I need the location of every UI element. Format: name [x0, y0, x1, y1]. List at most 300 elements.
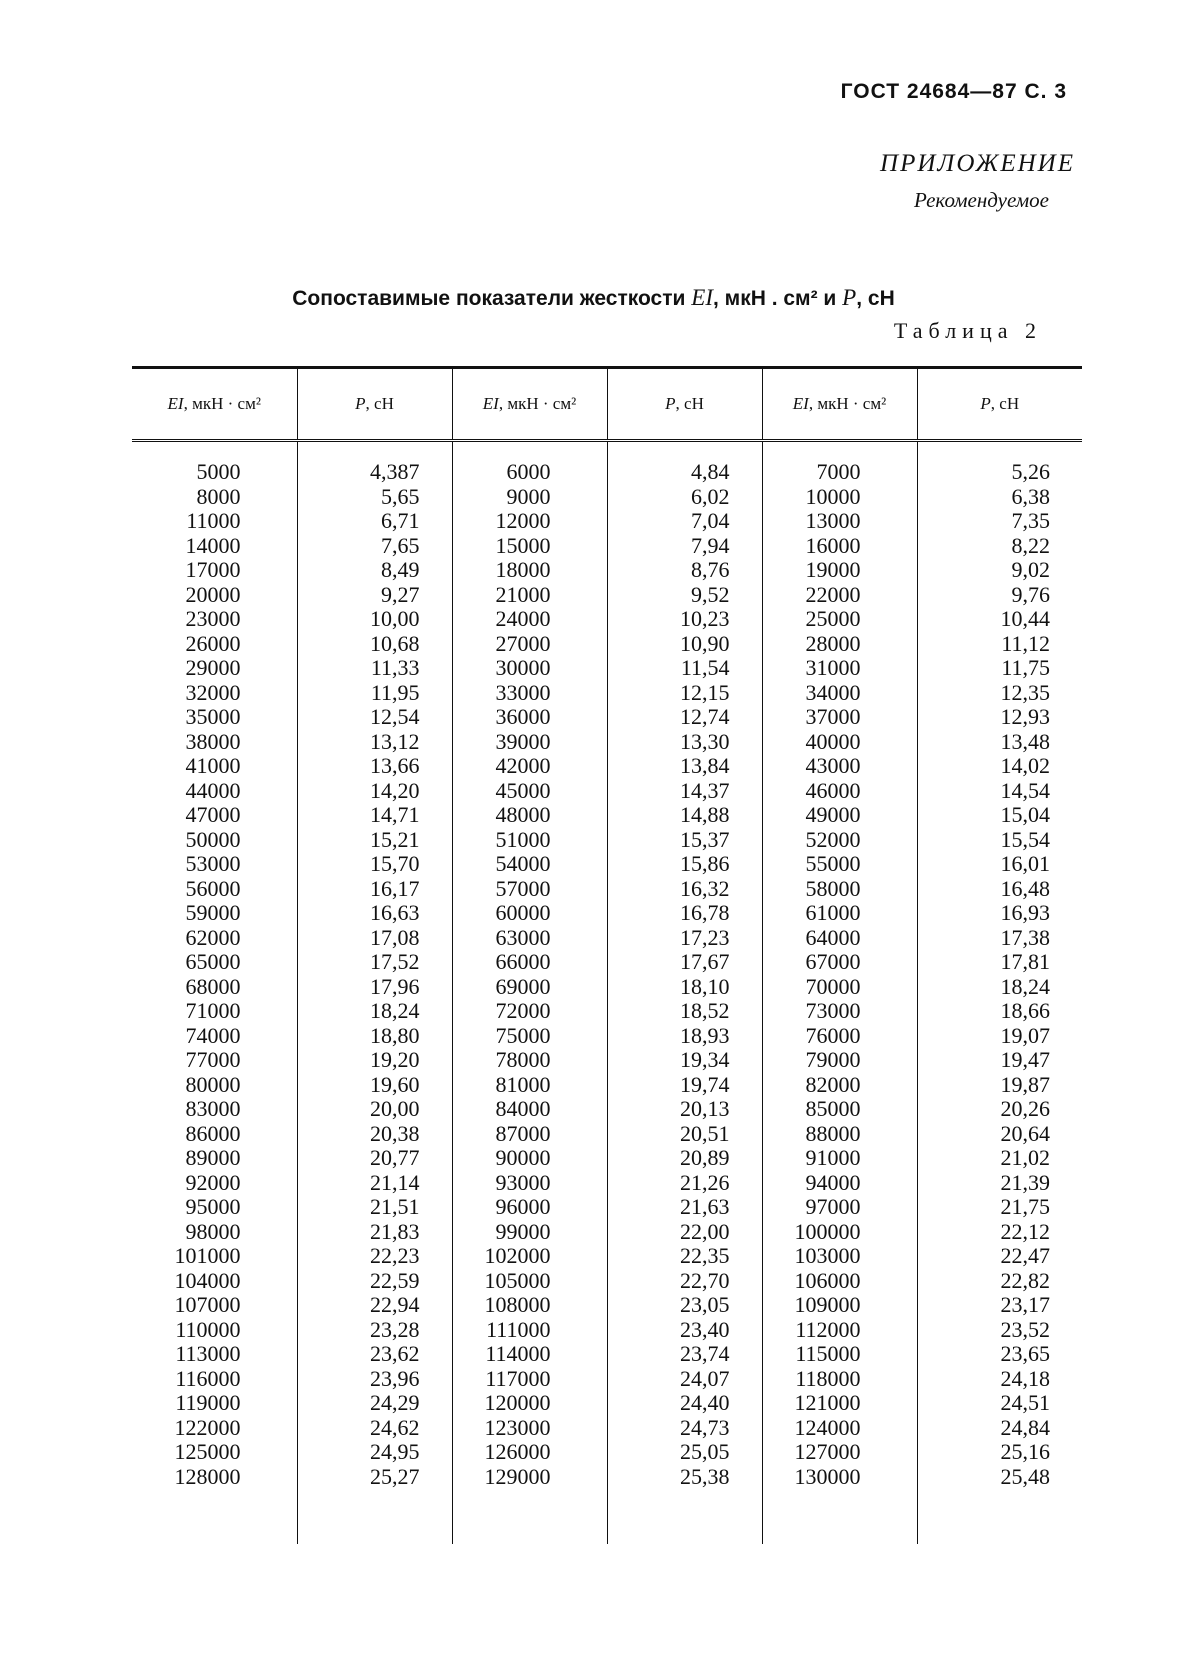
table-cell: 25,48 [917, 1465, 1082, 1490]
table-cell: 57000 [452, 877, 607, 902]
table-cell: 9,27 [297, 583, 452, 608]
table-cell: 15,37 [607, 828, 762, 853]
table-cell: 125000 [174, 1439, 241, 1464]
table-cell: 112000 [762, 1318, 917, 1343]
table-cell: 38000 [185, 728, 241, 754]
table-cell: 61000 [762, 901, 917, 926]
table-cell: 25000 [762, 607, 917, 632]
table-cell: 24,51 [917, 1391, 1082, 1416]
table-cell: 113000 [175, 1341, 241, 1366]
table-cell: 16,48 [917, 877, 1082, 902]
table-cell: 115000 [762, 1342, 917, 1367]
table-cell: 6,02 [607, 485, 762, 510]
table-cell: 20,89 [607, 1146, 762, 1171]
table-cell: 28000 [762, 632, 917, 657]
table-cell: 18,93 [607, 1024, 762, 1049]
table-row [132, 1342, 1082, 1367]
table-cell: 11000 [186, 508, 241, 533]
table-cell: 24,62 [297, 1416, 452, 1441]
table-cell: 24,73 [607, 1416, 762, 1441]
table-cell: 16,17 [297, 877, 452, 902]
table-cell: 11,54 [607, 656, 762, 681]
table-cell: 59000 [185, 900, 241, 925]
empty-cell [917, 1489, 1082, 1544]
table-row [132, 681, 1082, 706]
table-cell: 71000 [185, 998, 241, 1023]
table-cell: 23,96 [297, 1367, 452, 1392]
table-cell: 16,32 [607, 877, 762, 902]
appendix-subtitle: Рекомендуемое [914, 188, 1049, 212]
table-row [132, 1048, 1082, 1073]
table-cell: 20,38 [297, 1122, 452, 1147]
table-row [132, 656, 1082, 681]
table-cell: 19,47 [917, 1048, 1082, 1073]
table-cell: 108000 [452, 1293, 607, 1318]
table-cell: 11,75 [917, 656, 1082, 681]
table-cell: 37000 [762, 705, 917, 730]
table-cell: 19,07 [917, 1024, 1082, 1049]
table-cell: 99000 [452, 1220, 607, 1245]
table-cell: 19,74 [607, 1073, 762, 1098]
caption-suffix: , сН [856, 287, 895, 310]
table-cell: 24,18 [917, 1367, 1082, 1392]
table-cell: 21,02 [917, 1146, 1082, 1171]
table-cell: 123000 [452, 1416, 607, 1441]
caption-symbol-ei: EI [691, 285, 713, 310]
table-cell: 110000 [175, 1316, 241, 1342]
table-cell: 27000 [452, 632, 607, 657]
table-cell: 15,70 [297, 852, 452, 877]
table-cell: 19,87 [917, 1073, 1082, 1098]
table-cell: 6000 [452, 441, 607, 485]
table-cell: 4,387 [297, 441, 452, 485]
table-cell: 22,35 [607, 1244, 762, 1269]
table-row [132, 754, 1082, 779]
column-header-ei-1: EI, мкН · см² [132, 368, 297, 441]
table-cell: 54000 [452, 852, 607, 877]
table-cell: 21,75 [917, 1195, 1082, 1220]
table-cell: 111000 [452, 1318, 607, 1343]
table-cell: 20,26 [917, 1097, 1082, 1122]
table-cell: 76000 [762, 1024, 917, 1049]
table-cell: 17,67 [607, 950, 762, 975]
table-cell: 24,29 [297, 1391, 452, 1416]
table-cell: 24000 [452, 607, 607, 632]
empty-cell [297, 1489, 452, 1544]
table-cell: 21,83 [297, 1220, 452, 1245]
table-cell: 14,02 [917, 754, 1082, 779]
table-cell: 19,34 [607, 1048, 762, 1073]
table-cell: 93000 [452, 1171, 607, 1196]
table-cell: 114000 [452, 1342, 607, 1367]
table-cell: 17,96 [297, 975, 452, 1000]
table-cell: 19000 [762, 558, 917, 583]
table-cell: 11,33 [297, 656, 452, 681]
table-cell: 7,04 [607, 509, 762, 534]
table-cell: 52000 [762, 828, 917, 853]
table-cell: 12,15 [607, 681, 762, 706]
stiffness-table [132, 366, 1082, 1544]
table-cell: 87000 [452, 1122, 607, 1147]
table-cell: 9,52 [607, 583, 762, 608]
table-cell: 107000 [174, 1292, 241, 1317]
table-cell: 72000 [452, 999, 607, 1024]
table-cell: 36000 [452, 705, 607, 730]
table-cell: 21,39 [917, 1171, 1082, 1196]
table-cell: 15,04 [917, 803, 1082, 828]
table-cell: 92000 [185, 1169, 241, 1195]
table-cell: 12,54 [297, 705, 452, 730]
table-cell: 20,13 [607, 1097, 762, 1122]
table-cell: 106000 [762, 1269, 917, 1294]
table-cell: 13000 [762, 509, 917, 534]
document-reference: ГОСТ 24684—87 С. 3 [840, 80, 1067, 103]
table-cell: 21,63 [607, 1195, 762, 1220]
table-cell: 69000 [452, 975, 607, 1000]
table-cell: 56000 [185, 875, 241, 901]
table-cell: 20,77 [297, 1146, 452, 1171]
table-cell: 128000 [174, 1463, 241, 1489]
table-row [132, 999, 1082, 1024]
table-row [132, 1318, 1082, 1343]
caption-mid: , мкН . см² и [712, 287, 843, 310]
table-cell: 23,05 [607, 1293, 762, 1318]
table-cell: 53000 [185, 851, 241, 876]
table-cell: 20000 [185, 581, 241, 607]
table-cell: 8000 [196, 483, 241, 509]
table-cell: 16,63 [297, 901, 452, 926]
table-cell: 17000 [185, 557, 241, 582]
table-cell: 66000 [452, 950, 607, 975]
table-row [132, 926, 1082, 951]
table-cell: 49000 [762, 803, 917, 828]
table-cell: 14,20 [297, 779, 452, 804]
table-cell: 22,47 [917, 1244, 1082, 1269]
column-header-p-3: P, сН [917, 368, 1082, 441]
table-cell: 20,00 [297, 1097, 452, 1122]
table-cell: 90000 [452, 1146, 607, 1171]
table-cell: 35000 [185, 704, 241, 729]
table-cell: 100000 [762, 1220, 917, 1245]
table-cell: 8,49 [297, 558, 452, 583]
table-cell: 14,71 [297, 803, 452, 828]
table-row [132, 1146, 1082, 1171]
table-cell: 5000 [196, 459, 241, 484]
table-row [132, 901, 1082, 926]
table-cell: 22000 [762, 583, 917, 608]
table-cell: 122000 [174, 1414, 241, 1440]
table-cell: 70000 [762, 975, 917, 1000]
table-cell: 22,12 [917, 1220, 1082, 1245]
table-cell: 15,21 [297, 828, 452, 853]
table-cell: 75000 [452, 1024, 607, 1049]
table-cell: 9,02 [917, 558, 1082, 583]
table-cell: 63000 [452, 926, 607, 951]
caption-prefix: Сопоставимые показатели жесткости [292, 287, 692, 310]
table-row [132, 1244, 1082, 1269]
table-cell: 78000 [452, 1048, 607, 1073]
table-cell: 7,94 [607, 534, 762, 559]
table-cell: 129000 [452, 1465, 607, 1490]
table-cell: 74000 [185, 1022, 241, 1048]
table-cell: 127000 [762, 1440, 917, 1465]
table-cell: 117000 [452, 1367, 607, 1392]
table-cell: 5,65 [297, 485, 452, 510]
table-cell: 9,76 [917, 583, 1082, 608]
table-cell: 31000 [762, 656, 917, 681]
table-cell: 13,30 [607, 730, 762, 755]
table-cell: 23,40 [607, 1318, 762, 1343]
table-caption [0, 285, 1187, 311]
table-row [132, 779, 1082, 804]
table-row [132, 852, 1082, 877]
table-cell: 10,68 [297, 632, 452, 657]
table-row [132, 558, 1082, 583]
table-cell: 22,00 [607, 1220, 762, 1245]
table-cell: 12000 [452, 509, 607, 534]
table-cell: 48000 [452, 803, 607, 828]
table-cell: 119000 [175, 1390, 241, 1415]
table-cell: 64000 [762, 926, 917, 951]
table-cell: 109000 [762, 1293, 917, 1318]
table-cell: 67000 [762, 950, 917, 975]
table-cell: 32000 [185, 679, 241, 705]
table-row [132, 1073, 1082, 1098]
table-cell: 124000 [762, 1416, 917, 1441]
table-row [132, 1171, 1082, 1196]
table-row [132, 1195, 1082, 1220]
table-cell: 21000 [452, 583, 607, 608]
table-cell: 22,94 [297, 1293, 452, 1318]
table-row [132, 534, 1082, 559]
table-cell: 13,48 [917, 730, 1082, 755]
table-cell: 62000 [185, 924, 241, 950]
table-row [132, 975, 1082, 1000]
table-cell: 43000 [762, 754, 917, 779]
table-body [132, 441, 1082, 1545]
table-cell: 17,52 [297, 950, 452, 975]
table-cell: 15000 [452, 534, 607, 559]
table-row [132, 485, 1082, 510]
table-cell: 104000 [174, 1267, 241, 1293]
table-row [132, 509, 1082, 534]
table-cell: 33000 [452, 681, 607, 706]
table-cell: 80000 [185, 1071, 241, 1097]
table-row [132, 1391, 1082, 1416]
table-cell: 16000 [762, 534, 917, 559]
table-cell: 102000 [452, 1244, 607, 1269]
table-cell: 25,27 [297, 1465, 452, 1490]
table-cell: 13,66 [297, 754, 452, 779]
table-cell: 24,84 [917, 1416, 1082, 1441]
table-cell: 22,82 [917, 1269, 1082, 1294]
table-cell: 6,71 [297, 509, 452, 534]
table-cell: 10,44 [917, 607, 1082, 632]
table-row [132, 730, 1082, 755]
table-cell: 10,90 [607, 632, 762, 657]
table-cell: 44000 [185, 777, 241, 803]
table-row [132, 1269, 1082, 1294]
table-cell: 21,26 [607, 1171, 762, 1196]
table-cell: 13,12 [297, 730, 452, 755]
table-row [132, 583, 1082, 608]
caption-symbol-p: P [842, 285, 857, 310]
table-cell: 60000 [452, 901, 607, 926]
table-row [132, 950, 1082, 975]
table-row [132, 632, 1082, 657]
table-cell: 121000 [762, 1391, 917, 1416]
table-row [132, 705, 1082, 730]
table-cell: 34000 [762, 681, 917, 706]
table-cell: 23,74 [607, 1342, 762, 1367]
table-cell: 15,54 [917, 828, 1082, 853]
table-cell: 23,62 [297, 1342, 452, 1367]
table-cell: 18,10 [607, 975, 762, 1000]
table-cell: 25,38 [607, 1465, 762, 1490]
table-cell: 7,35 [917, 509, 1082, 534]
table-row [132, 1220, 1082, 1245]
table-cell: 81000 [452, 1073, 607, 1098]
column-header-ei-3: EI, мкН · см² [762, 368, 917, 441]
column-header-p-1: P, сН [297, 368, 452, 441]
table-cell: 89000 [185, 1145, 241, 1170]
table-cell: 103000 [762, 1244, 917, 1269]
table-cell: 47000 [185, 802, 241, 827]
empty-cell [762, 1489, 917, 1544]
table-cell: 14,37 [607, 779, 762, 804]
table-cell: 10000 [762, 485, 917, 510]
table-cell: 17,23 [607, 926, 762, 951]
table-cell: 94000 [762, 1171, 917, 1196]
table-cell: 65000 [185, 949, 241, 974]
table-cell: 21,14 [297, 1171, 452, 1196]
table-cell: 116000 [175, 1365, 241, 1391]
table-cell: 18,24 [297, 999, 452, 1024]
table-row [132, 1293, 1082, 1318]
table-cell: 17,08 [297, 926, 452, 951]
table-cell: 39000 [452, 730, 607, 755]
table-cell: 12,93 [917, 705, 1082, 730]
table-row [132, 1440, 1082, 1465]
table-cell: 18,52 [607, 999, 762, 1024]
table-cell: 14000 [185, 532, 241, 558]
table-cell: 17,38 [917, 926, 1082, 951]
table-cell: 6,38 [917, 485, 1082, 510]
table-cell: 24,07 [607, 1367, 762, 1392]
table-cell: 17,81 [917, 950, 1082, 975]
table-row [132, 607, 1082, 632]
table-cell: 23,52 [917, 1318, 1082, 1343]
table-cell: 8,22 [917, 534, 1082, 559]
table-cell: 42000 [452, 754, 607, 779]
table-cell: 13,84 [607, 754, 762, 779]
table-cell: 22,59 [297, 1269, 452, 1294]
table-cell: 23,28 [297, 1318, 452, 1343]
table-cell: 19,20 [297, 1048, 452, 1073]
table-cell: 16,78 [607, 901, 762, 926]
table-cell: 101000 [174, 1243, 241, 1268]
table-cell: 18,24 [917, 975, 1082, 1000]
table-cell: 23,65 [917, 1342, 1082, 1367]
table-cell: 91000 [762, 1146, 917, 1171]
table-cell: 40000 [762, 730, 917, 755]
table-cell: 95000 [185, 1194, 241, 1219]
table-cell: 51000 [452, 828, 607, 853]
table-cell: 4,84 [607, 441, 762, 485]
table-cell: 21,51 [297, 1195, 452, 1220]
table-row [132, 1416, 1082, 1441]
table-cell: 5,26 [917, 441, 1082, 485]
table-cell: 14,88 [607, 803, 762, 828]
table-cell: 19,60 [297, 1073, 452, 1098]
table-header-row [132, 368, 1082, 441]
table-cell: 16,93 [917, 901, 1082, 926]
table-cell: 18000 [452, 558, 607, 583]
table-cell: 58000 [762, 877, 917, 902]
table-row [132, 1097, 1082, 1122]
table-cell: 46000 [762, 779, 917, 804]
table-cell: 29000 [185, 655, 241, 680]
table-cell: 10,23 [607, 607, 762, 632]
table-cell: 98000 [185, 1218, 241, 1244]
table-cell: 30000 [452, 656, 607, 681]
table-cell: 41000 [185, 753, 241, 778]
table-cell: 85000 [762, 1097, 917, 1122]
table-cell: 118000 [762, 1367, 917, 1392]
table-cell: 14,54 [917, 779, 1082, 804]
table-cell: 11,12 [917, 632, 1082, 657]
appendix-title: ПРИЛОЖЕНИЕ [880, 150, 1075, 177]
table-bottom-space [132, 1489, 1082, 1544]
table-cell: 130000 [762, 1465, 917, 1490]
empty-cell [452, 1489, 607, 1544]
table-cell: 20,64 [917, 1122, 1082, 1147]
table-cell: 7000 [762, 441, 917, 485]
table-cell: 120000 [452, 1391, 607, 1416]
table-cell: 15,86 [607, 852, 762, 877]
table-cell: 86000 [185, 1120, 241, 1146]
table-cell: 12,74 [607, 705, 762, 730]
table-cell: 82000 [762, 1073, 917, 1098]
table-cell: 22,23 [297, 1244, 452, 1269]
table-cell: 45000 [452, 779, 607, 804]
table-cell: 12,35 [917, 681, 1082, 706]
table-cell: 105000 [452, 1269, 607, 1294]
table-cell: 9000 [452, 485, 607, 510]
table-row [132, 828, 1082, 853]
table-cell: 7,65 [297, 534, 452, 559]
table-cell: 18,66 [917, 999, 1082, 1024]
table-cell: 126000 [452, 1440, 607, 1465]
table-cell: 20,51 [607, 1122, 762, 1147]
table-cell: 16,01 [917, 852, 1082, 877]
table-cell: 22,70 [607, 1269, 762, 1294]
table-row [132, 877, 1082, 902]
table-row [132, 1367, 1082, 1392]
table-cell: 84000 [452, 1097, 607, 1122]
table-cell: 10,00 [297, 607, 452, 632]
table-cell: 18,80 [297, 1024, 452, 1049]
table-cell: 25,05 [607, 1440, 762, 1465]
table-cell: 24,95 [297, 1440, 452, 1465]
table-row [132, 1465, 1082, 1490]
table-cell: 26000 [185, 630, 241, 656]
table-cell: 24,40 [607, 1391, 762, 1416]
table-cell: 8,76 [607, 558, 762, 583]
table-cell: 23,17 [917, 1293, 1082, 1318]
table-cell: 97000 [762, 1195, 917, 1220]
empty-cell [132, 1489, 297, 1544]
